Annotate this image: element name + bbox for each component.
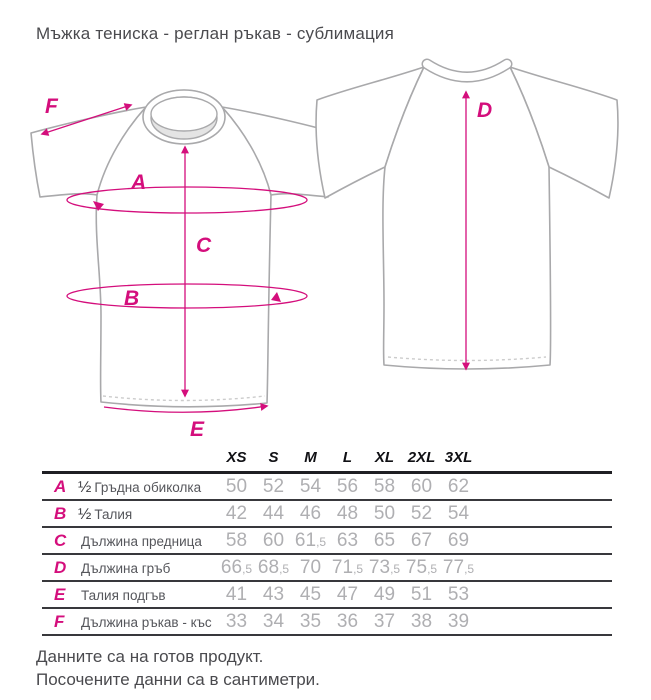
size-value: 75,5 [405, 556, 438, 578]
measure-label-text: Дължина гръб [81, 560, 171, 576]
size-table-row [42, 527, 612, 554]
size-table-row [42, 554, 612, 581]
size-table-filler [477, 500, 612, 527]
measure-fraction: ½ [78, 505, 92, 523]
collar-inner [151, 97, 217, 131]
footnote-line-1: Данните са на готов продукт. [36, 647, 264, 666]
measure-letter: D [54, 557, 67, 577]
size-value: 73,5 [368, 556, 401, 578]
measure-fraction: ½ [78, 478, 92, 496]
measure-name-cell [42, 500, 218, 527]
size-value: 60 [262, 529, 285, 551]
size-value: 70 [299, 556, 322, 578]
back-shirt-drawing [316, 64, 618, 369]
measure-name-cell [42, 554, 218, 581]
size-table-filler [477, 554, 612, 581]
size-column-header: 2XL [407, 449, 436, 466]
size-table-filler [477, 473, 612, 501]
back-body [383, 67, 551, 369]
measure-label-text: Гръдна обиколка [94, 479, 202, 495]
size-value: 46 [299, 502, 322, 524]
size-value: 38 [410, 610, 433, 632]
size-value: 61,5 [294, 529, 327, 551]
measure-name-cell [42, 473, 218, 501]
size-table-row [42, 581, 612, 608]
measure-label-b: B [124, 287, 140, 310]
size-value: 45 [299, 583, 322, 605]
size-value: 34 [262, 610, 285, 632]
measure-letter: C [54, 530, 67, 550]
measure-name-cell [42, 581, 218, 608]
size-table-body [42, 473, 612, 636]
footnote-line-2: Посочените данни са в сантиметри. [36, 669, 320, 689]
measure-letter: E [54, 584, 66, 604]
size-table [42, 436, 612, 636]
size-value: 51 [410, 583, 433, 605]
measurement-diagram [0, 55, 651, 445]
size-value: 71,5 [331, 556, 364, 578]
size-column-header: XL [374, 449, 395, 466]
size-value: 58 [373, 475, 396, 497]
size-value: 68,5 [257, 556, 290, 578]
size-value: 36 [336, 610, 359, 632]
measure-label-text: Талия [94, 506, 133, 522]
size-table-row [42, 473, 612, 501]
size-value: 62 [447, 475, 470, 497]
size-value: 63 [336, 529, 359, 551]
size-value: 54 [299, 475, 322, 497]
size-value: 50 [373, 502, 396, 524]
size-value: 50 [225, 475, 248, 497]
size-value: 33 [225, 610, 248, 632]
measure-label-d: D [477, 99, 493, 122]
measure-name-cell [42, 527, 218, 554]
size-value: 67 [410, 529, 433, 551]
size-value: 42 [225, 502, 248, 524]
measure-label-text: Дължина ръкав - къс [81, 614, 212, 630]
size-column-header: L [342, 449, 353, 466]
size-value: 52 [262, 475, 285, 497]
measure-label-f: F [45, 95, 58, 118]
size-value: 52 [410, 502, 433, 524]
size-value: 77,5 [442, 556, 475, 578]
measure-label-text: Талия подгъв [81, 587, 166, 603]
size-value: 66,5 [220, 556, 253, 578]
size-value: 41 [225, 583, 248, 605]
size-value: 54 [447, 502, 470, 524]
size-value: 60 [410, 475, 433, 497]
size-table-row [42, 608, 612, 635]
size-value: 65 [373, 529, 396, 551]
size-column-header: 3XL [444, 449, 473, 466]
size-table-row [42, 500, 612, 527]
size-value: 43 [262, 583, 285, 605]
size-table-filler [477, 581, 612, 608]
size-column-header: XS [226, 449, 247, 466]
size-table-filler [477, 608, 612, 635]
size-value: 39 [447, 610, 470, 632]
size-table-filler [477, 436, 612, 473]
size-value: 49 [373, 583, 396, 605]
size-value: 58 [225, 529, 248, 551]
size-value: 35 [299, 610, 322, 632]
measure-letter: F [54, 611, 65, 631]
measure-label-e: E [190, 418, 205, 441]
measure-label-a: A [131, 171, 147, 194]
size-table-header-row [42, 436, 612, 473]
size-value: 44 [262, 502, 285, 524]
measure-name-cell [42, 608, 218, 635]
measure-letter: A [54, 476, 67, 496]
size-column-header: S [268, 449, 279, 466]
size-value: 53 [447, 583, 470, 605]
size-table-corner [42, 436, 218, 473]
measure-label-text: Дължина предница [81, 533, 202, 549]
measure-letter: B [54, 503, 67, 523]
size-value: 48 [336, 502, 359, 524]
page-title: Мъжка тениска - реглан ръкав - сублимация [36, 24, 395, 43]
measure-label-c: C [196, 234, 212, 257]
front-shirt-drawing [31, 90, 337, 407]
size-value: 69 [447, 529, 470, 551]
size-value: 47 [336, 583, 359, 605]
size-table-filler [477, 527, 612, 554]
footnotes [36, 646, 320, 692]
size-column-header: M [304, 449, 317, 466]
size-value: 37 [373, 610, 396, 632]
size-value: 56 [336, 475, 359, 497]
